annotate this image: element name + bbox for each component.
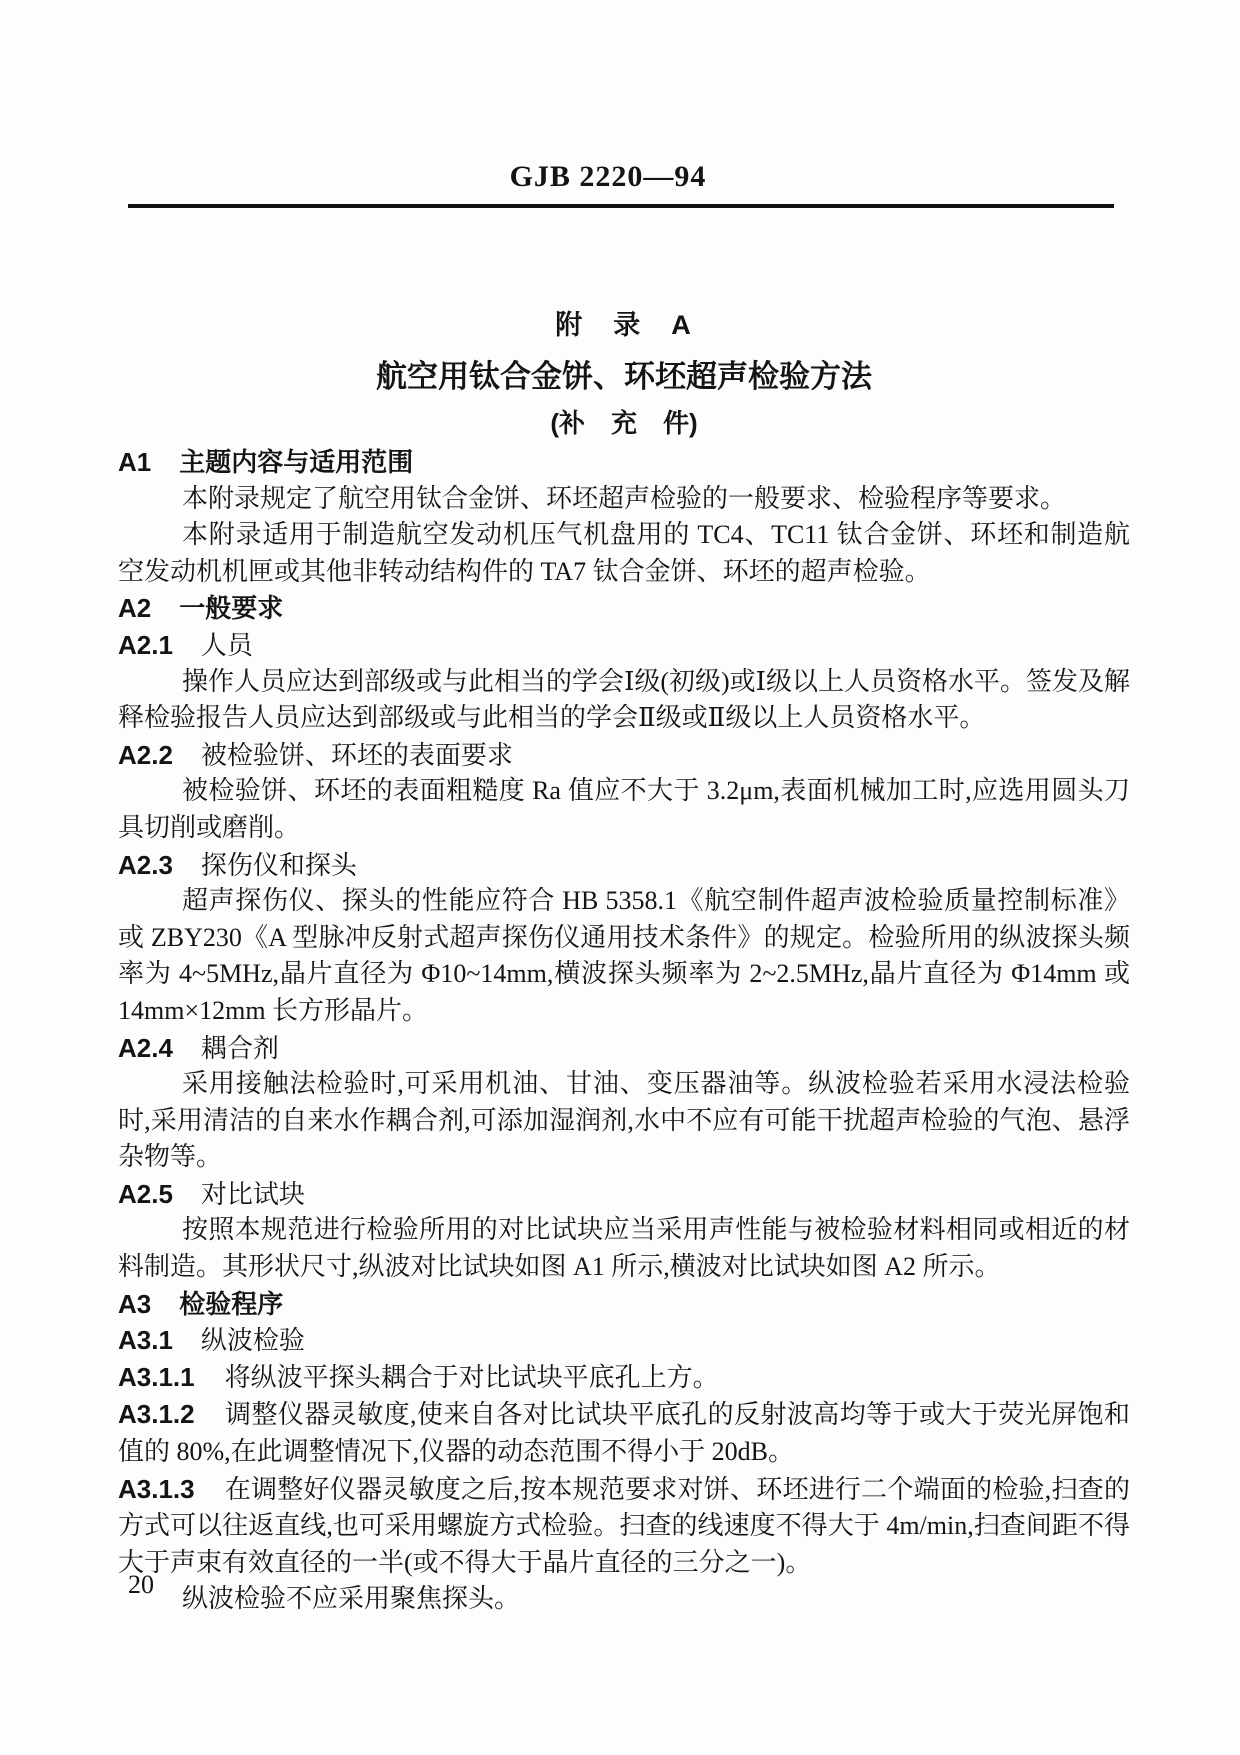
section-title: 纵波检验 <box>200 1325 305 1356</box>
section-title: 检验程序 <box>179 1288 284 1319</box>
section-number: A2.1 <box>118 629 173 660</box>
clause-paragraph-a3-1-3 <box>118 1471 1130 1582</box>
title-block <box>118 303 1130 440</box>
supplement-note: (补 充 件) <box>550 408 698 438</box>
section-number: A3.1 <box>118 1325 173 1356</box>
body-paragraph: 被检验饼、环坯的表面粗糙度 Ra 值应不大于 3.2μm,表面机械加工时,应选用圆头刀具切削或磨削。 <box>118 776 1130 842</box>
body-paragraph: 按照本规范进行检验所用的对比试块应当采用声性能与被检验材料相同或相近的材料制造。其形状尺寸,纵波对比试块如图 A1 所示,横波对比试块如图 A2 所示。 <box>118 1215 1130 1282</box>
clause-text: 将纵波平探头耦合于对比试块平底孔上方。 <box>224 1362 719 1392</box>
clause-number: A3.1.2 <box>118 1399 195 1430</box>
section-title: 探伤仪和探头 <box>200 849 357 880</box>
clause-paragraph-a3-1-2 <box>118 1396 1130 1470</box>
section-number: A1 <box>118 447 152 477</box>
section-heading-a3-1 <box>118 1322 1130 1359</box>
body-paragraph: 纵波检验不应采用聚焦探头。 <box>182 1584 521 1614</box>
doc-number: GJB 2220—94 <box>509 160 707 193</box>
section-title: 主题内容与适用范围 <box>179 447 414 477</box>
section-number: A2 <box>118 593 152 624</box>
page-number: 20 <box>128 1570 154 1599</box>
section-heading-a1 <box>118 444 1130 481</box>
section-heading-a2-5 <box>118 1176 1130 1213</box>
clause-number: A3.1.3 <box>118 1473 195 1504</box>
section-title: 一般要求 <box>179 593 284 624</box>
section-number: A2.2 <box>118 739 173 770</box>
section-title: 耦合剂 <box>200 1032 279 1063</box>
section-title: 被检验饼、环坯的表面要求 <box>200 739 513 770</box>
clause-text: 在调整好仪器灵敏度之后,按本规范要求对饼、环坯进行二个端面的检验,扫查的方式可以往返直线,也可采用螺旋方式检验。扫查的线速度不得大于 4m/min,扫查间距不得大于声束有效直径的一半(或不得大于晶片直径的三分之一)。 <box>118 1474 1130 1577</box>
appendix-title: 附 录 A <box>555 310 693 340</box>
document-body <box>118 444 1130 1618</box>
body-paragraph: 本附录适用于制造航空发动机压气机盘用的 TC4、TC11 钛合金饼、环坯和制造航空发动机机匣或其他非转动结构件的 TA7 钛合金饼、环坯的超声检验。 <box>118 520 1130 586</box>
body-paragraph: 超声探伤仪、探头的性能应符合 HB 5358.1《航空制件超声波检验质量控制标准》或 ZBY230《A 型脉冲反射式超声探伤仪通用技术条件》的规定。检验所用的纵波探头频率为 4~5MHz,晶片直径为 Φ10~14mm,横波探头频率为 2~2.5MHz,晶片直径为 Φ14mm 或 14mm×12mm 长方形晶片。 <box>118 886 1130 1025</box>
body-paragraph: 本附录规定了航空用钛合金饼、环坯超声检验的一般要求、检验程序等要求。 <box>182 483 1067 513</box>
clause-paragraph-a3-1-1 <box>118 1359 1130 1397</box>
header-rule <box>128 204 1114 208</box>
section-number: A2.4 <box>118 1032 173 1063</box>
clause-text: 调整仪器灵敏度,使来自各对比试块平底孔的反射波高均等于或大于荧光屏饱和值的 80%,在此调整情况下,仪器的动态范围不得小于 20dB。 <box>118 1400 1130 1467</box>
clause-number: A3.1.1 <box>118 1361 195 1392</box>
section-heading-a2-1 <box>118 627 1130 664</box>
section-heading-a2-4 <box>118 1030 1130 1067</box>
section-title: 对比试块 <box>200 1178 305 1209</box>
section-number: A3 <box>118 1288 152 1319</box>
section-heading-a2 <box>118 590 1130 627</box>
doc-title: 航空用钛合金饼、环坯超声检验方法 <box>376 359 872 394</box>
section-heading-a2-3 <box>118 847 1130 884</box>
body-paragraph: 采用接触法检验时,可采用机油、甘油、变压器油等。纵波检验若采用水浸法检验时,采用清洁的自来水作耦合剂,可添加湿润剂,水中不应有可能干扰超声检验的气泡、悬浮杂物等。 <box>118 1069 1130 1172</box>
section-title: 人员 <box>200 629 253 660</box>
body-paragraph: 操作人员应达到部级或与此相当的学会Ⅰ级(初级)或Ⅰ级以上人员资格水平。签发及解释检验报告人员应达到部级或与此相当的学会Ⅱ级或Ⅱ级以上人员资格水平。 <box>118 666 1130 733</box>
section-number: A2.5 <box>118 1178 173 1209</box>
section-heading-a3 <box>118 1286 1130 1323</box>
section-number: A2.3 <box>118 849 173 880</box>
section-heading-a2-2 <box>118 737 1130 774</box>
